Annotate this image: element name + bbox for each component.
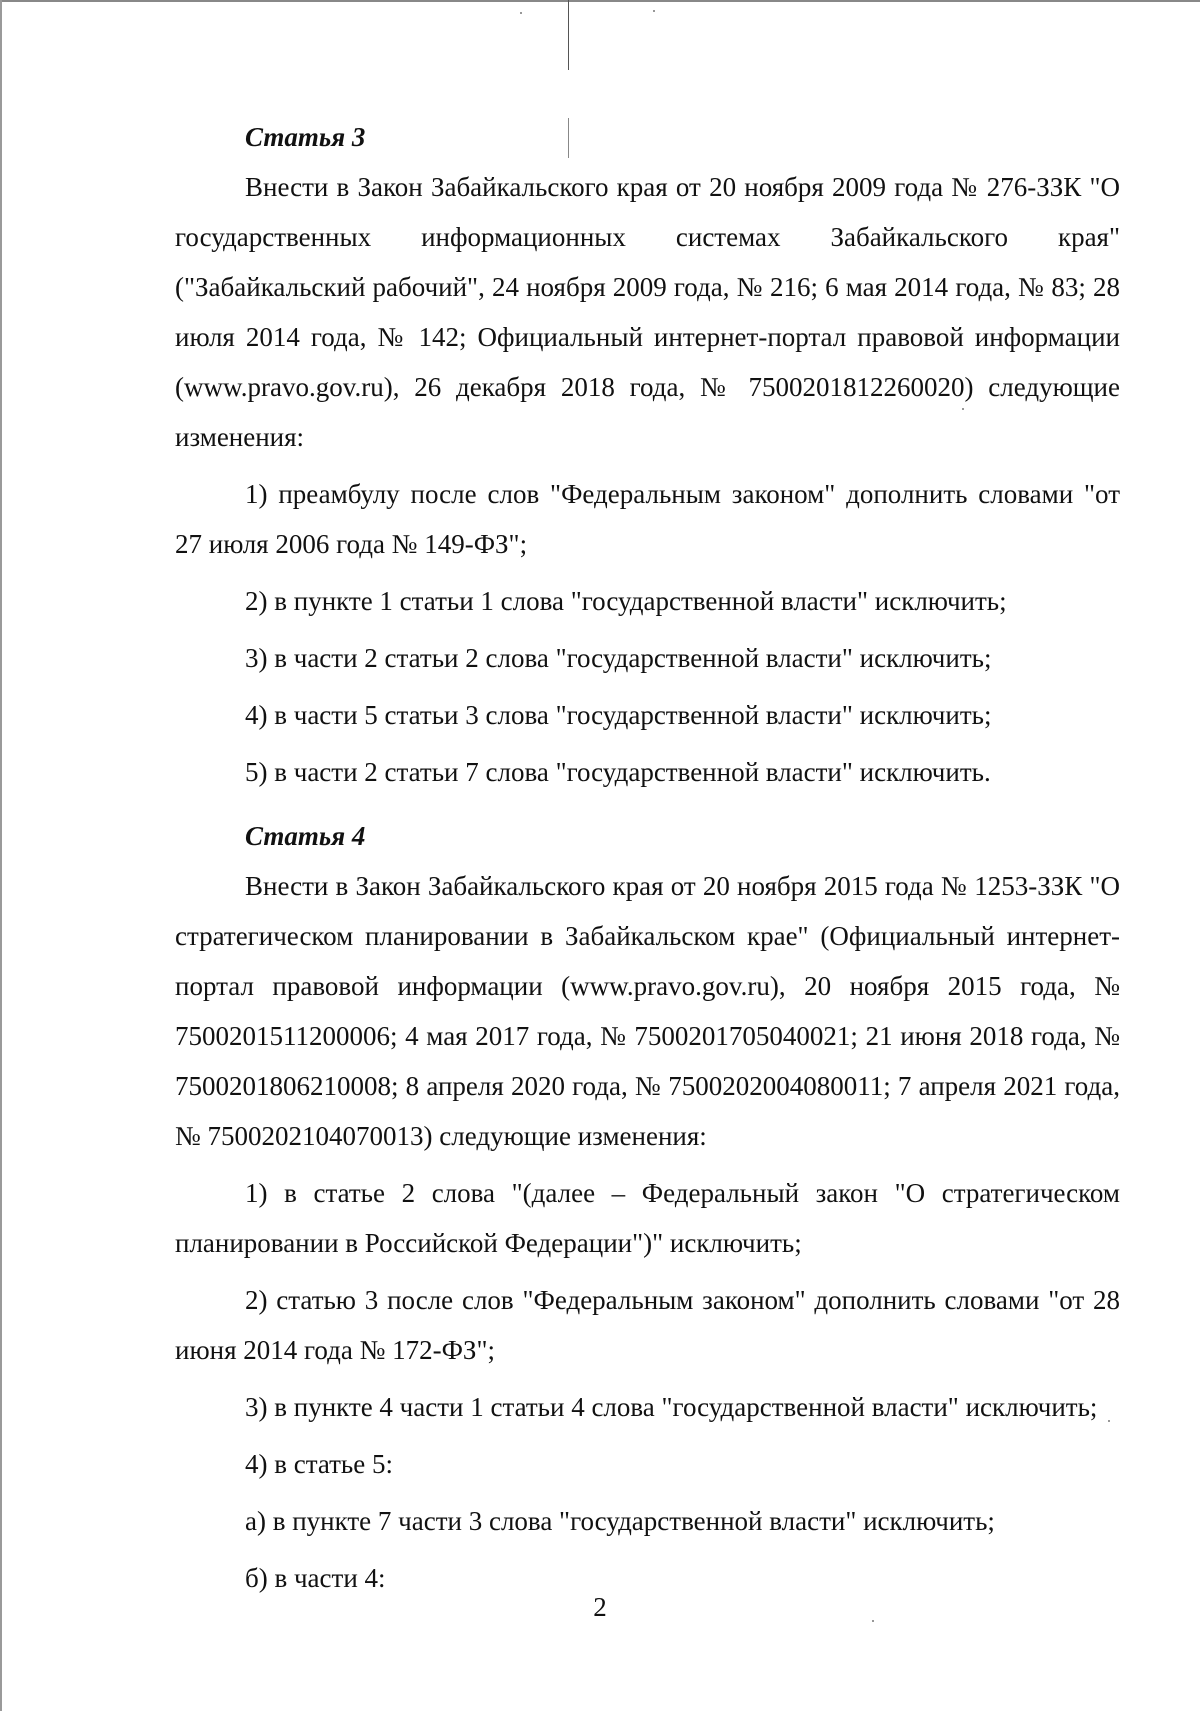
article-intro: Внести в Закон Забайкальского края от 20 ноября 2015 года № 1253-ЗЗК "О стратегическом планировании в Забайкальском крае" (Официальный интернет-портал правовой информации (www.pravo.gov.ru), 20 ноября 2015 года, № 7500201511200006; 4 мая 2017 года, № 7500201705040021; 21 июня 2018 года, № 7500201806210008; 8 апреля 2020 года, № 7500202004080011; 7 апреля 2021 года, № 7500202104070013) следующие изменения: [175, 871, 1120, 1151]
list-item: 4) в статье 5: [245, 1449, 393, 1479]
list-item: 2) в пункте 1 статьи 1 слова "государственной власти" исключить; [245, 586, 1007, 616]
scan-edge-top [0, 0, 1200, 2]
scan-speck [653, 10, 655, 12]
article-4 [175, 811, 1120, 1603]
article-intro: Внести в Закон Забайкальского края от 20 ноября 2009 года № 276-ЗЗК "О государственных информационных системах Забайкальского края" ("Забайкальский рабочий", 24 ноября 2009 года, № 216; 6 мая 2014 года, № 83; 28 июля 2014 года, № 142; Официальный интернет-портал правовой информации (www.pravo.gov.ru), 26 декабря 2018 года, № 7500201812260020) следующие изменения: [175, 172, 1120, 452]
list-item: 4) в части 5 статьи 3 слова "государственной власти" исключить; [245, 700, 992, 730]
list-item: 3) в части 2 статьи 2 слова "государственной власти" исключить; [245, 643, 992, 673]
list-item: 2) статью 3 после слов "Федеральным законом" дополнить словами "от 28 июня 2014 года № 172-ФЗ"; [175, 1285, 1120, 1365]
list-item: 5) в части 2 статьи 7 слова "государственной власти" исключить. [245, 757, 991, 787]
list-item: 3) в пункте 4 части 1 статьи 4 слова "государственной власти" исключить; [245, 1392, 1098, 1422]
list-item: б) в части 4: [245, 1563, 386, 1593]
list-item: а) в пункте 7 части 3 слова "государственной власти" исключить; [245, 1506, 995, 1536]
article-heading: Статья 3 [245, 122, 366, 152]
list-item: 1) в статье 2 слова "(далее – Федеральный закон "О стратегическом планировании в Российской Федерации")" исключить; [175, 1178, 1120, 1258]
article-3 [175, 112, 1120, 797]
scan-speck [520, 12, 522, 14]
scan-fold-line [568, 0, 569, 70]
scan-edge-left [0, 0, 2, 1711]
page-number: 2 [593, 1592, 607, 1622]
document-body [175, 112, 1120, 1603]
list-item: 1) преамбулу после слов "Федеральным законом" дополнить словами "от 27 июля 2006 года № 149-ФЗ"; [175, 479, 1120, 559]
article-heading: Статья 4 [245, 821, 366, 851]
